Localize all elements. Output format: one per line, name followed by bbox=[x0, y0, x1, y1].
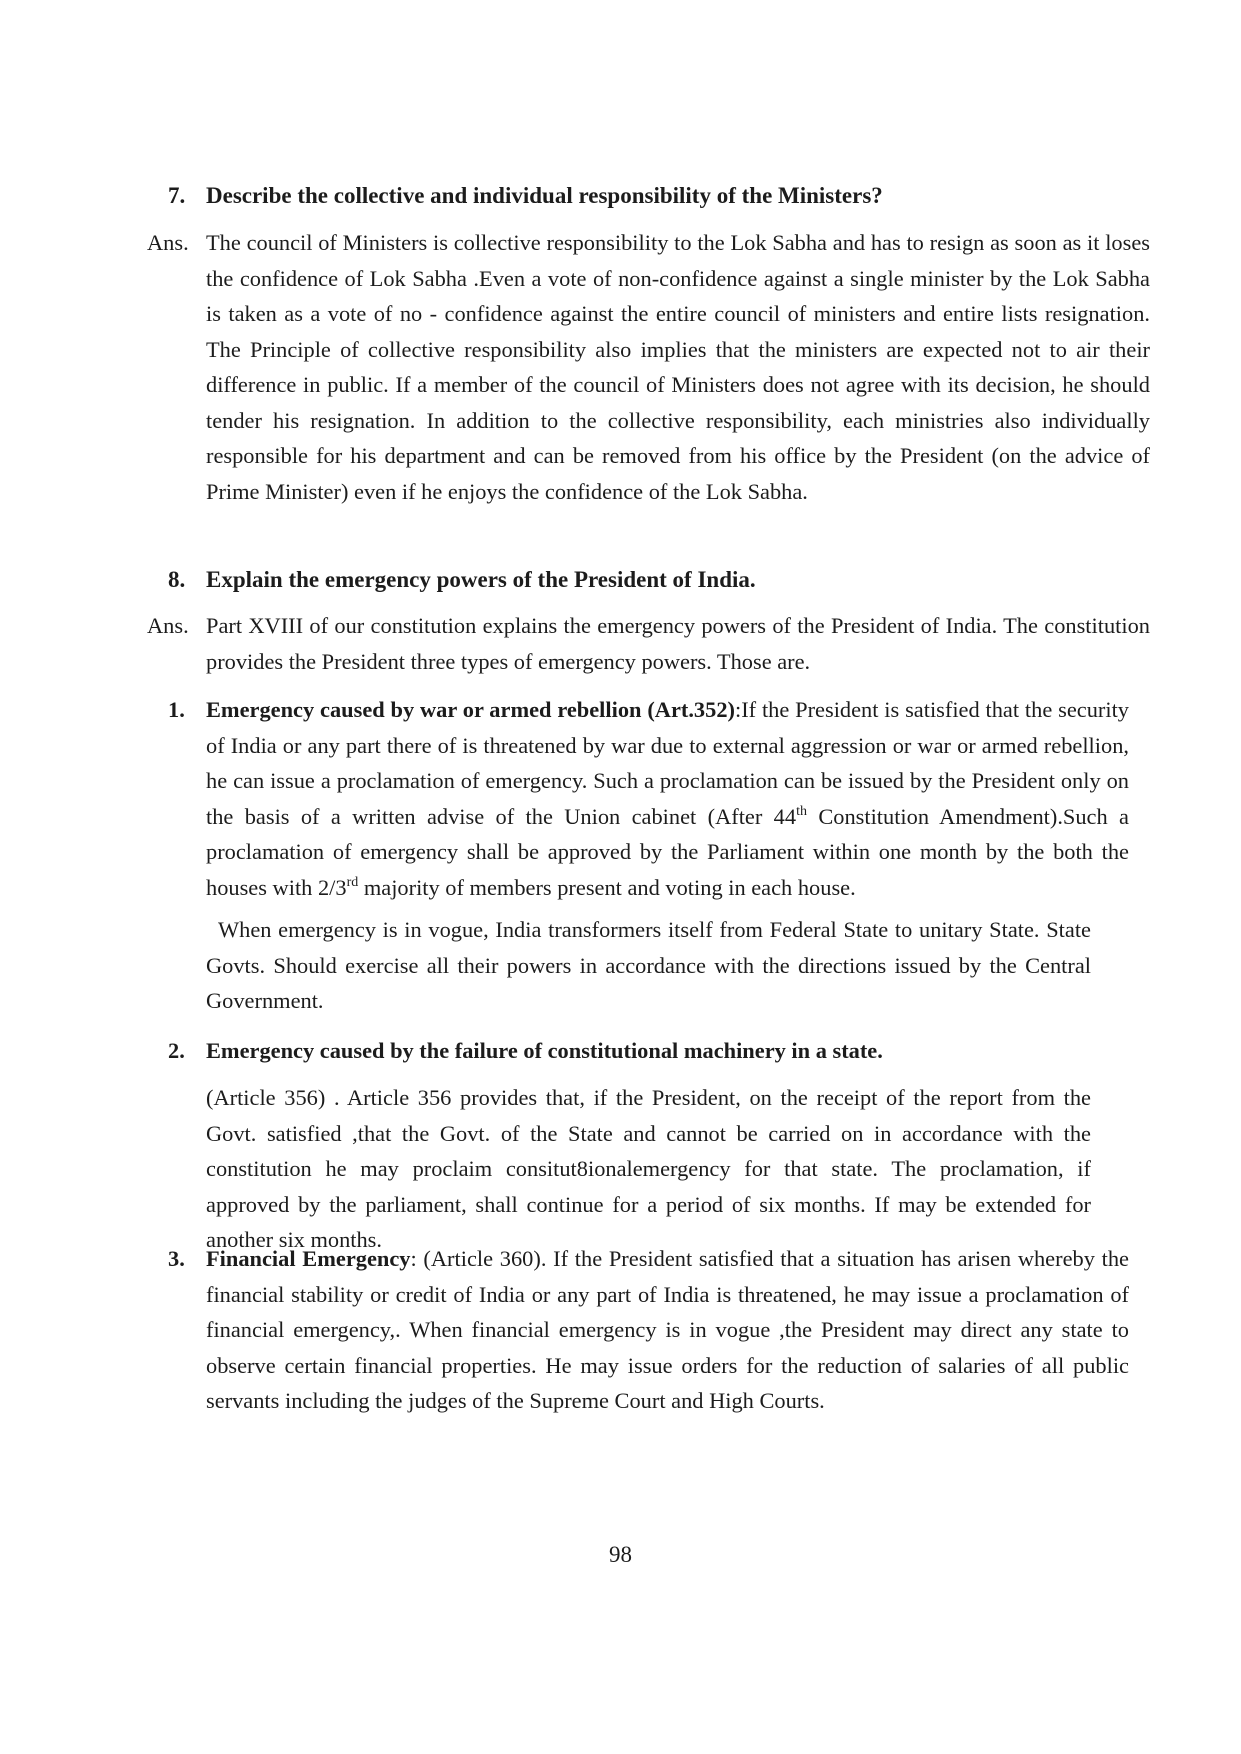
answer-8-text: Part XVIII of our constitution explains the emergency powers of the President of India. The constitution provides the President three types of emergency powers. Those are. bbox=[206, 613, 1150, 674]
emergency-item-3-text: : (Article 360). If the President satisfied that a situation has arisen whereby the financial stability or credit of India or any part of India is threatened, he may issue a proclamation of financial emergency,. When financial emergency is in vogue ,the President may direct any state to observe certain financial properties. He may issue orders for the reduction of salaries of all public servants including the judges of the Supreme Court and High Courts. bbox=[206, 1246, 1129, 1413]
page-number: 98 bbox=[609, 1542, 632, 1567]
emergency-item-1-number: 1. bbox=[168, 697, 185, 722]
emergency-item-1-text-a: :If the President is satisfied that the security of India or any part there of is threatened by war due to external aggression or war or armed rebellion, he can issue a proclamation of emergency. Such a proclamation can be issued by the President only on the basis of a written advise of the Union cabinet (After 44 bbox=[206, 697, 1129, 829]
emergency-item-1 bbox=[168, 692, 1129, 905]
question-7 bbox=[168, 181, 1108, 211]
answer-7 bbox=[147, 225, 1150, 509]
superscript-th: th bbox=[796, 803, 807, 819]
emergency-item-1-text-b: Constitution Amendment).Such a proclamation of emergency shall be approved by the Parliament within one month by the both the houses with 2/3 bbox=[206, 803, 1129, 900]
question-7-text: Describe the collective and individual responsibility of the Ministers? bbox=[206, 183, 883, 208]
answer-7-text: The council of Ministers is collective responsibility to the Lok Sabha and has to resign as soon as it loses the confidence of Lok Sabha .Even a vote of non-confidence against a single minister by the Lok Sabha is taken as a vote of no - confidence against the entire council of ministers and entire lists resignation. The Principle of collective responsibility also implies that the ministers are expected not to air their difference in public. If a member of the council of Ministers does not agree with its decision, he should tender his resignation. In addition to the collective responsibility, each ministries also individually responsible for his department and can be removed from his office by the President (on the advice of Prime Minister) even if he enjoys the confidence of the Lok Sabha. bbox=[206, 230, 1150, 504]
answer-8-label: Ans. bbox=[147, 613, 189, 638]
emergency-item-3-number: 3. bbox=[168, 1246, 185, 1271]
emergency-item-3-heading: Financial Emergency bbox=[206, 1246, 411, 1271]
question-8 bbox=[168, 565, 1108, 595]
emergency-item-2-text: (Article 356) . Article 356 provides that, if the President, on the receipt of the report from the Govt. satisfied ,that the Govt. of the State and cannot be carried on in accordance with the constitution he may proclaim consitut8ionalemergency for that state. The proclamation, if approved by the parliament, shall continue for a period of six months. If may be extended for another six months. bbox=[206, 1085, 1091, 1252]
question-8-text: Explain the emergency powers of the President of India. bbox=[206, 567, 756, 592]
superscript-rd: rd bbox=[346, 874, 359, 890]
question-8-number: 8. bbox=[168, 567, 186, 592]
emergency-item-1-text-c: majority of members present and voting in each house. bbox=[358, 874, 856, 900]
emergency-item-1-heading: Emergency caused by war or armed rebellion (Art.352) bbox=[206, 697, 735, 722]
emergency-item-2-number: 2. bbox=[168, 1038, 185, 1063]
answer-8 bbox=[147, 608, 1150, 679]
emergency-item-1-note: When emergency is in vogue, India transformers itself from Federal State to unitary State. State Govts. Should exercise all their powers in accordance with the directions issued by the Central Government. bbox=[206, 917, 1091, 1013]
question-7-number: 7. bbox=[168, 183, 186, 208]
emergency-item-2 bbox=[168, 1033, 1129, 1069]
emergency-item-2-heading: Emergency caused by the failure of constitutional machinery in a state. bbox=[206, 1038, 883, 1063]
emergency-item-3 bbox=[168, 1241, 1129, 1419]
answer-7-label: Ans. bbox=[147, 230, 189, 255]
